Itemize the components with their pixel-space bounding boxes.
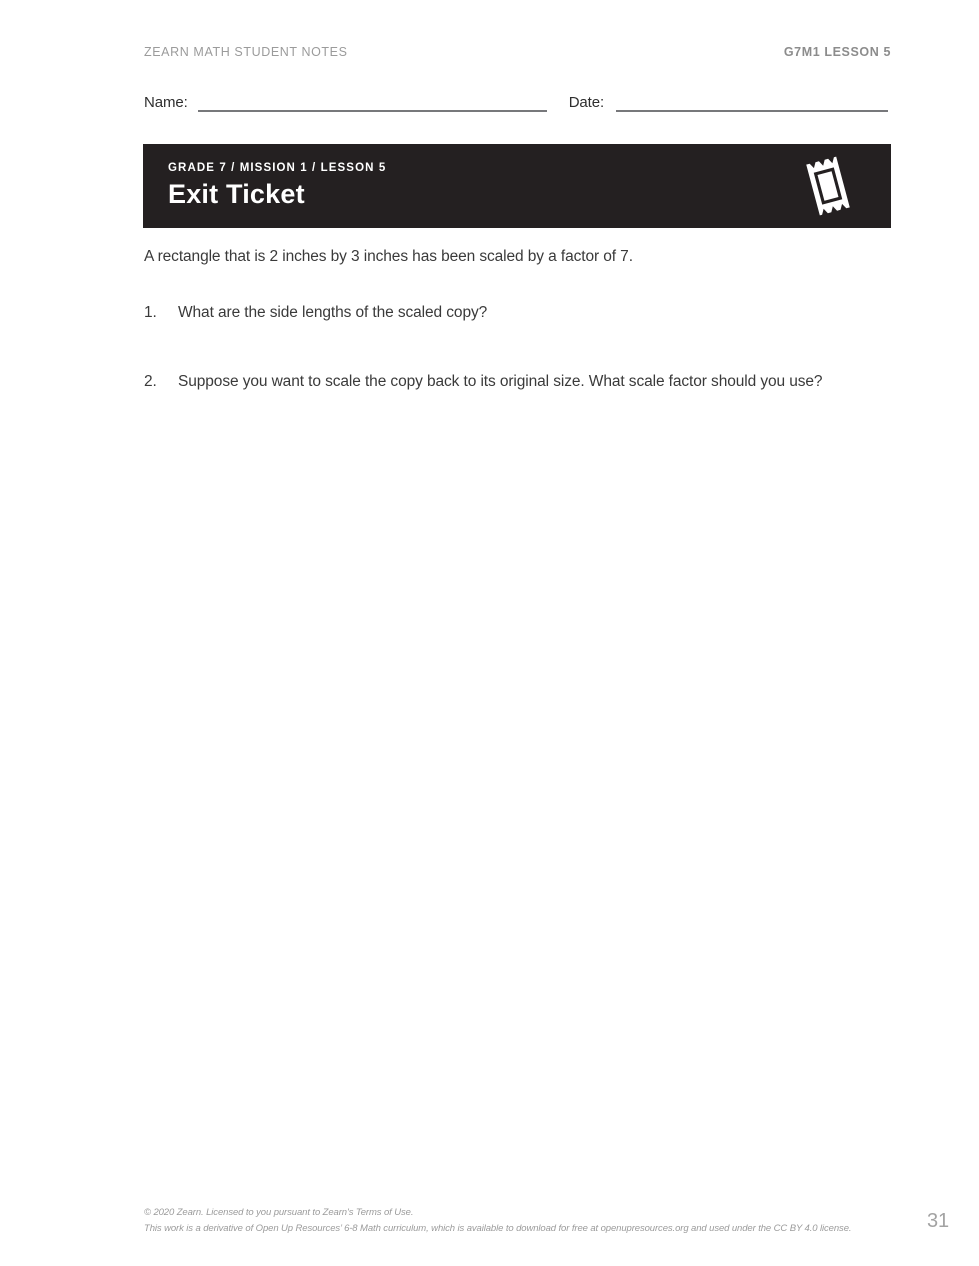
problem-statement: A rectangle that is 2 inches by 3 inches has been scaled by a factor of 7. (144, 248, 633, 265)
name-blank-line (198, 96, 547, 112)
ticket-icon (799, 155, 857, 217)
date-blank-line (616, 96, 888, 112)
name-date-row (144, 94, 891, 112)
question-item-2 (144, 373, 891, 391)
banner-title: Exit Ticket (168, 179, 305, 209)
banner-text (143, 162, 386, 210)
license-footer (144, 1205, 859, 1237)
footer-line-2: This work is a derivative of Open Up Resources’ 6-8 Math curriculum, which is available to download for free at openupresources.org and used under the CC BY 4.0 license. (144, 1223, 852, 1234)
footer-line-1: © 2020 Zearn. Licensed to you pursuant to Zearn's Terms of Use. (144, 1207, 414, 1218)
exit-ticket-banner (143, 144, 891, 228)
question-number: 2. (144, 373, 157, 390)
question-item-1 (144, 304, 891, 322)
date-label: Date: (568, 94, 605, 111)
question-number: 1. (144, 304, 157, 321)
name-label: Name: (144, 94, 188, 111)
page-number: 31 (926, 1210, 949, 1232)
running-header (144, 45, 891, 59)
question-text: What are the side lengths of the scaled copy? (178, 304, 488, 321)
banner-eyebrow: GRADE 7 / MISSION 1 / LESSON 5 (168, 162, 387, 174)
header-left-text: ZEARN MATH STUDENT NOTES (144, 45, 348, 59)
question-text: Suppose you want to scale the copy back to its original size. What scale factor should you use? (178, 373, 823, 390)
header-right-text: G7M1 LESSON 5 (783, 45, 891, 59)
